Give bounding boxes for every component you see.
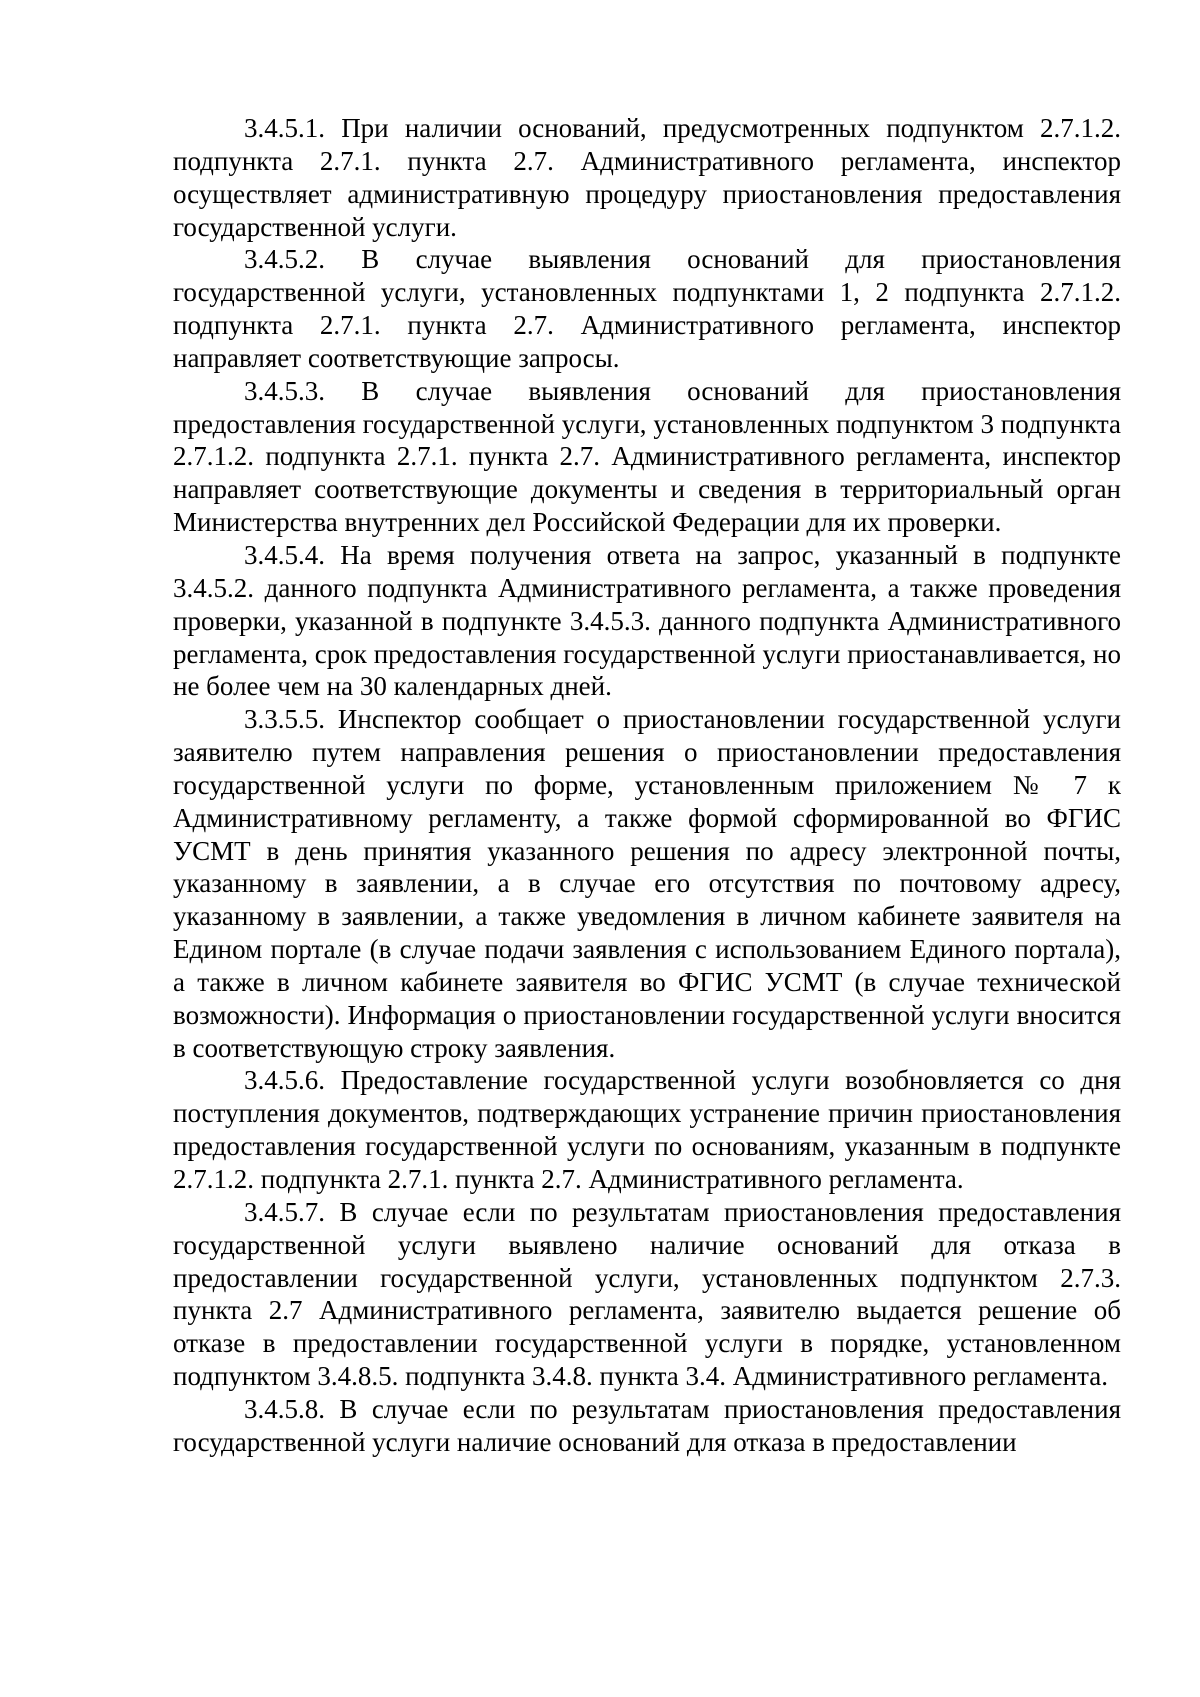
paragraph-3-4-5-4: 3.4.5.4. На время получения ответа на запрос, указанный в подпункте 3.4.5.2. данного подпункта Административного регламента, а также проведения проверки, указанной в подпункте 3.4.5.3. данного подпункта Административного регламента, срок предоставления государственной услуги приостанавливается, но не более чем на 30 календарных дней. [173,539,1121,702]
paragraph-3-4-5-1: 3.4.5.1. При наличии оснований, предусмотренных подпунктом 2.7.1.2. подпункта 2.7.1. пункта 2.7. Административного регламента, инспектор осуществляет административную процедуру приостановления предоставления государственной услуги. [173,113,1121,242]
paragraph-3-4-5-6: 3.4.5.6. Предоставление государственной услуги возобновляется со дня поступления документов, подтверждающих устранение причин приостановления предоставления государственной услуги по основаниям, указанным в подпункте 2.7.1.2. подпункта 2.7.1. пункта 2.7. Административного регламента. [173,1065,1121,1194]
paragraph-3-4-5-2: 3.4.5.2. В случае выявления оснований для приостановления государственной услуги, установленных подпунктами 1, 2 подпункта 2.7.1.2. подпункта 2.7.1. пункта 2.7. Административного регламента, инспектор направляет соответствующие запросы. [173,244,1121,373]
paragraph-3-4-5-8: 3.4.5.8. В случае если по результатам приостановления предоставления государственной услуги наличие оснований для отказа в предоставлении [173,1393,1121,1457]
paragraph-3-4-5-7: 3.4.5.7. В случае если по результатам приостановления предоставления государственной услуги выявлено наличие оснований для отказа в предоставлении государственной услуги, установленных подпунктом 2.7.3. пункта 2.7 Административного регламента, заявителю выдается решение об отказе в предоставлении государственной услуги в порядке, установленном подпунктом 3.4.8.5. подпункта 3.4.8. пункта 3.4. Административного регламента. [173,1196,1121,1392]
document-body [173,112,1121,1459]
paragraph-3-3-5-5: 3.3.5.5. Инспектор сообщает о приостановлении государственной услуги заявителю путем направления решения о приостановлении предоставления государственной услуги по форме, установленным приложением № 7 к Административному регламенту, а также формой сформированной во ФГИС УСМТ в день принятия указанного решения по адресу электронной почты, указанному в заявлении, а в случае его отсутствия по почтовому адресу, указанному в заявлении, а также уведомления в личном кабинете заявителя на Едином портале (в случае подачи заявления с использованием Единого портала), а также в личном кабинете заявителя во ФГИС УСМТ (в случае технической возможности). Информация о приостановлении государственной услуги вносится в соответствующую строку заявления. [173,704,1121,1063]
paragraph-3-4-5-3: 3.4.5.3. В случае выявления оснований для приостановления предоставления государственной услуги, установленных подпунктом 3 подпункта 2.7.1.2. подпункта 2.7.1. пункта 2.7. Административного регламента, инспектор направляет соответствующие документы и сведения в территориальный орган Министерства внутренних дел Российской Федерации для их проверки. [173,375,1121,538]
